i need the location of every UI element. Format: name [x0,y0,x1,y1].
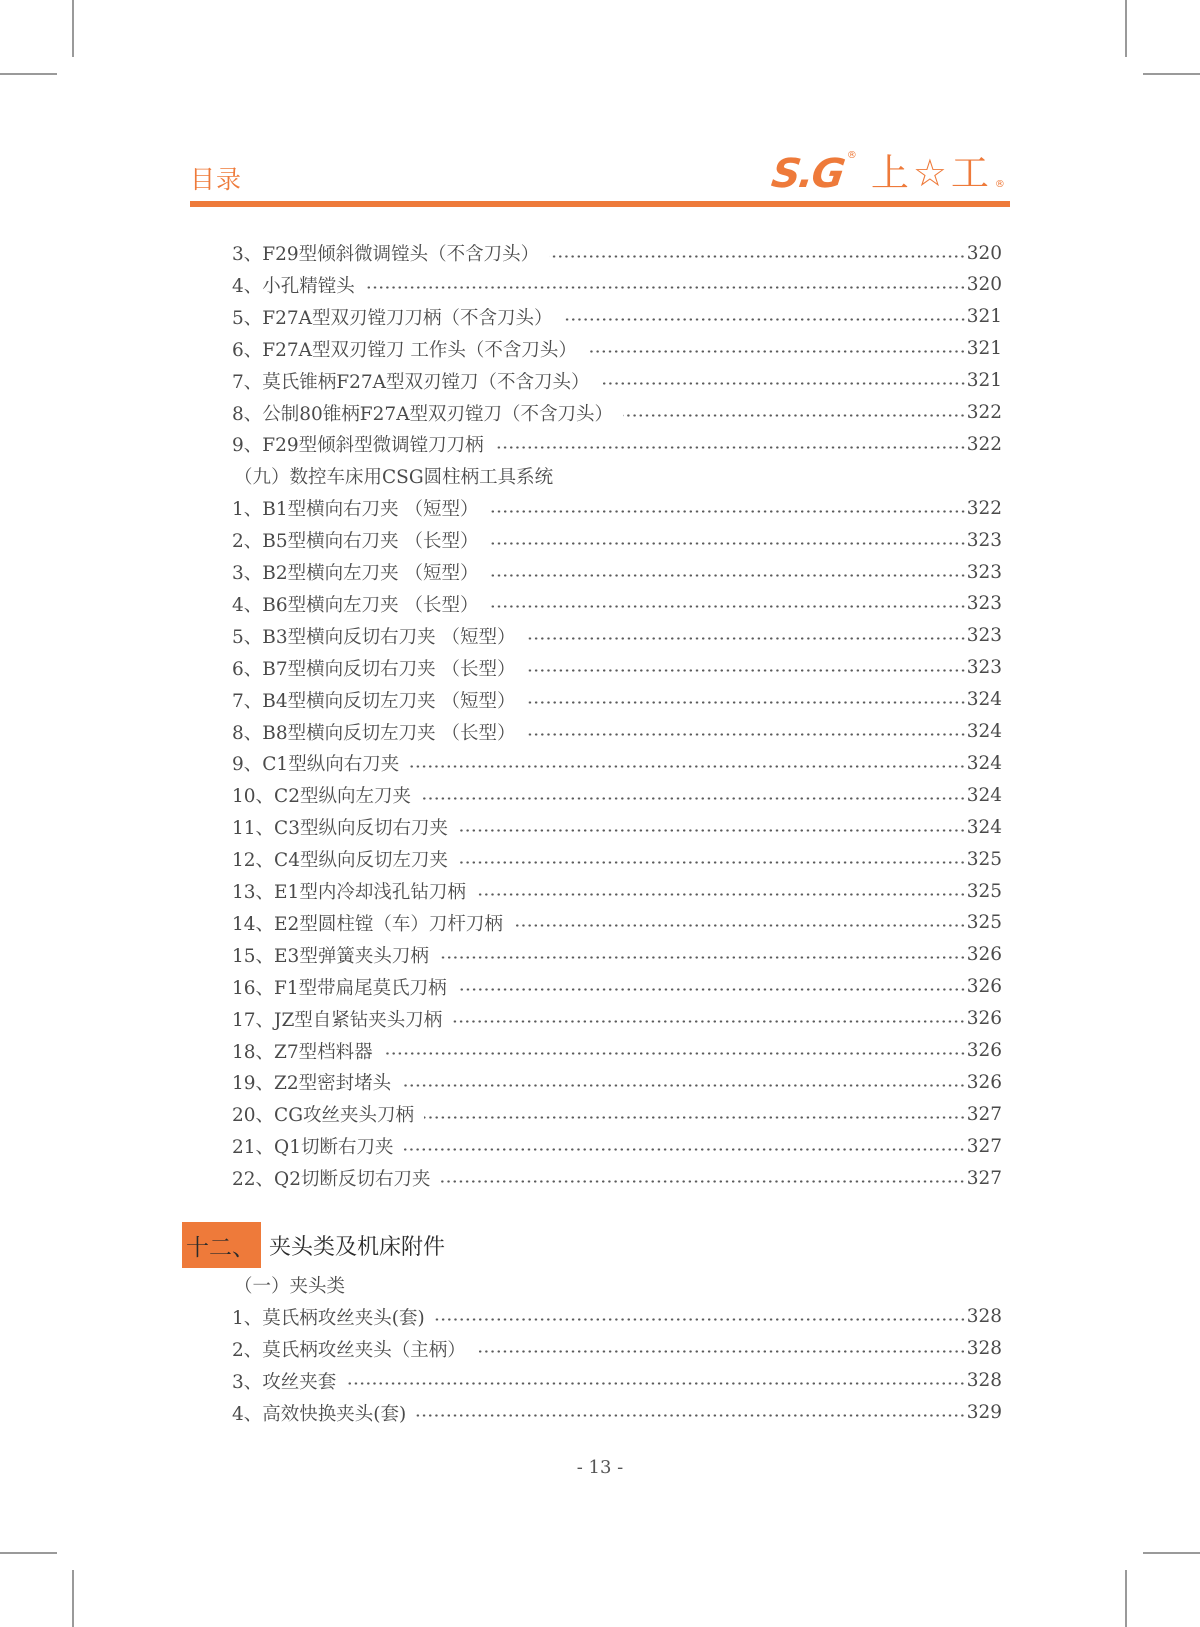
toc-entry[interactable] [232,1366,1002,1396]
logo-chinese: 上☆工 [870,151,993,195]
toc-entry-page: 321 [966,338,1002,360]
toc-entry-page: 322 [966,497,1002,519]
toc-entry-page: 329 [966,1402,1002,1424]
dot-leader [513,924,966,927]
toc-entry-label: 16、F1型带扁尾莫氏刀柄 [232,977,447,999]
dot-leader [421,797,966,800]
toc-entry[interactable] [232,1004,1002,1034]
section-heading[interactable] [182,1222,445,1268]
toc-entry-label: 3、F29型倾斜微调镗头（不含刀头） [232,244,540,265]
toc-entry[interactable] [232,748,1002,778]
dot-leader [549,255,966,258]
toc-entry-page: 321 [966,370,1002,392]
dot-leader [458,861,966,864]
toc-entry-label: 7、莫氏锥柄F27A型双刃镗刀（不含刀头） [232,371,590,393]
toc-entry[interactable] [232,1036,1002,1066]
toc-entry-label: 9、C1型纵向右刀夹 [232,754,400,776]
dot-leader [401,1084,966,1087]
dot-leader [563,318,966,321]
toc-entry-page: 322 [966,433,1002,455]
toc-entry-label: 8、B8型横向反切左刀夹 （长型） [232,722,516,744]
toc-entry[interactable] [232,1398,1002,1428]
toc-entry-page: 324 [966,784,1002,806]
toc-entry[interactable] [232,1099,1002,1129]
toc-entry[interactable] [232,940,1002,970]
section-number-badge: 十二、 [182,1222,261,1268]
toc-entry[interactable] [232,1131,1002,1161]
dot-leader [383,1052,966,1055]
dot-leader [452,1020,965,1023]
toc-entry-label: 12、C4型纵向反切左刀夹 [232,850,448,872]
toc-entry-page: 328 [966,1338,1002,1360]
toc-entry-label: 5、F27A型双刃镗刀刀柄（不含刀头） [232,307,553,329]
registered-icon: ® [994,179,1005,190]
crop-mark-bottom-right-horizontal [1143,1552,1200,1554]
toc-entry-label: 21、Q1切断右刀夹 [232,1137,394,1159]
toc-entry-label: 4、高效快换夹头(套) [232,1403,407,1425]
crop-mark-top-right-horizontal [1143,73,1200,75]
dot-leader [494,446,966,449]
dot-leader [457,988,966,991]
header-divider [190,201,1010,207]
toc-entry-page: 326 [966,1008,1002,1030]
toc-entry[interactable] [232,334,1002,364]
crop-mark-top-right-vertical [1125,0,1127,57]
toc-entry-page: 327 [966,1103,1002,1125]
toc-entry-label: 19、Z2型密封堵头 [232,1073,392,1095]
toc-entry-page: 323 [966,529,1002,551]
dot-leader [489,605,966,608]
dot-leader [526,733,966,736]
dot-leader [435,1318,966,1321]
toc-entry[interactable] [232,589,1002,619]
toc-entry-page: 321 [966,306,1002,328]
toc-entry[interactable] [232,525,1002,555]
page-title: 目录 [190,165,243,194]
toc-entry[interactable] [232,366,1002,396]
toc-entry-label: 10、C2型纵向左刀夹 [232,786,411,808]
dot-leader [476,1350,966,1353]
toc-entry[interactable] [232,685,1002,715]
toc-entry-page: 326 [966,1071,1002,1093]
registered-icon: ® [846,150,857,161]
toc-entry-page: 320 [966,242,1002,264]
toc-entry-page: 325 [966,912,1002,934]
toc-entry-page: 327 [966,1135,1002,1157]
toc-entry-label: 7、B4型横向反切左刀夹 （短型） [232,690,516,712]
toc-entry[interactable] [232,270,1002,300]
toc-entry-page: 324 [966,689,1002,711]
toc-entry-label: 3、B2型横向左刀夹 （短型） [232,563,479,584]
logo-mark: S.G [768,151,847,197]
toc-entry[interactable] [232,653,1002,683]
toc-entry-label: 5、B3型横向反切右刀夹 （短型） [232,626,516,648]
toc-entry-page: 320 [966,274,1002,296]
dot-leader [458,829,966,832]
toc-entry-label: 22、Q2切断反切右刀夹 [232,1169,431,1191]
dot-leader [600,382,966,385]
toc-entry-page: 322 [966,402,1002,423]
toc-entry[interactable] [232,398,1002,428]
toc-entry-page: 328 [966,1306,1002,1328]
crop-mark-bottom-right-vertical [1125,1570,1127,1627]
toc-entry[interactable] [232,429,1002,459]
page-number: - 13 - [576,1457,624,1478]
toc-entry-page: 326 [966,976,1002,998]
toc-entry-page: 323 [966,561,1002,583]
toc-entry-label: 6、F27A型双刃镗刀 工作头（不含刀头） [232,339,577,361]
toc-entry[interactable] [232,302,1002,332]
dot-leader [489,574,966,577]
toc-entry-label: 2、莫氏柄攻丝夹头（主柄） [232,1339,466,1361]
toc-entry-page: 323 [966,593,1002,615]
toc-entry[interactable] [232,1334,1002,1364]
dot-leader [409,765,965,768]
toc-entry-label: 17、JZ型自紧钻夹头刀柄 [232,1009,443,1031]
dot-leader [587,350,966,353]
toc-entry-page: 327 [966,1167,1002,1189]
toc-entry-label: 6、B7型横向反切右刀夹 （长型） [232,658,516,680]
dot-leader [440,1180,965,1183]
toc-entry-page: 326 [966,944,1002,966]
crop-mark-bottom-left-horizontal [0,1552,57,1554]
crop-mark-top-left-horizontal [0,73,57,75]
toc-entry-label: 4、小孔精镗头 [232,275,355,297]
toc-subsection-heading[interactable]: （一）夹头类 [234,1276,346,1297]
toc-entry[interactable] [232,972,1002,1002]
toc-entry-page: 324 [966,721,1002,742]
toc-entry-label: 13、E1型内冷却浅孔钻刀柄 [232,882,466,903]
toc-entry-page: 328 [966,1370,1002,1392]
toc-entry-label: 3、攻丝夹套 [232,1371,337,1393]
toc-entry-label: 9、F29型倾斜型微调镗刀刀柄 [232,435,484,457]
toc-entry-label: 1、莫氏柄攻丝夹头(套) [232,1307,425,1329]
toc-entry[interactable] [232,717,1002,747]
toc-entry-page: 324 [966,816,1002,838]
dot-leader [526,669,966,672]
toc-subsection-heading[interactable]: （九）数控车床用CSG圆柱柄工具系统 [234,467,554,489]
toc-entry-page: 326 [966,1040,1002,1061]
toc-entry[interactable] [232,1302,1002,1332]
toc-entry[interactable] [232,493,1002,523]
toc-entry[interactable] [232,876,1002,906]
dot-leader [489,542,966,545]
dot-leader [403,1148,965,1151]
toc-entry-label: 11、C3型纵向反切右刀夹 [232,818,448,840]
dot-leader [365,286,966,289]
toc-entry[interactable] [232,238,1002,268]
toc-entry[interactable] [232,780,1002,810]
dot-leader [416,1414,965,1417]
crop-mark-bottom-left-vertical [72,1570,74,1627]
crop-mark-top-left-vertical [72,0,74,57]
toc-entry-label: 4、B6型横向左刀夹 （长型） [232,594,479,616]
toc-entry-label: 18、Z7型档料器 [232,1041,373,1063]
dot-leader [489,510,966,513]
toc-entry-page: 323 [966,625,1002,647]
dot-leader [424,1116,966,1119]
dot-leader [623,414,966,417]
toc-entry-label: 1、B1型横向右刀夹 （短型） [232,499,479,521]
toc-entry[interactable] [232,844,1002,874]
toc-entry[interactable] [232,557,1002,587]
section-title: 夹头类及机床附件 [269,1234,446,1260]
dot-leader [346,1382,965,1385]
toc-entry-page: 323 [966,657,1002,679]
toc-entry-label: 15、E3型弹簧夹头刀柄 [232,945,429,967]
toc-entry-label: 20、CG攻丝夹头刀柄 [232,1105,414,1127]
brand-logo [768,148,1005,197]
toc-entry-label: 2、B5型横向右刀夹 （长型） [232,531,479,553]
toc-entry[interactable] [232,1163,1002,1193]
dot-leader [439,956,966,959]
toc-entry[interactable] [232,908,1002,938]
dot-leader [526,701,966,704]
dot-leader [526,637,966,640]
toc-entry-label: 8、公制80锥柄F27A型双刃镗刀（不含刀头） [232,403,614,425]
toc-entry-page: 324 [966,752,1002,774]
toc-entry[interactable] [232,621,1002,651]
toc-entry-page: 325 [966,880,1002,902]
toc-entry[interactable] [232,812,1002,842]
toc-entry-page: 325 [966,848,1002,870]
toc-entry[interactable] [232,1067,1002,1097]
toc-entry-label: 14、E2型圆柱镗（车）刀杆刀柄 [232,913,503,935]
dot-leader [476,893,966,896]
